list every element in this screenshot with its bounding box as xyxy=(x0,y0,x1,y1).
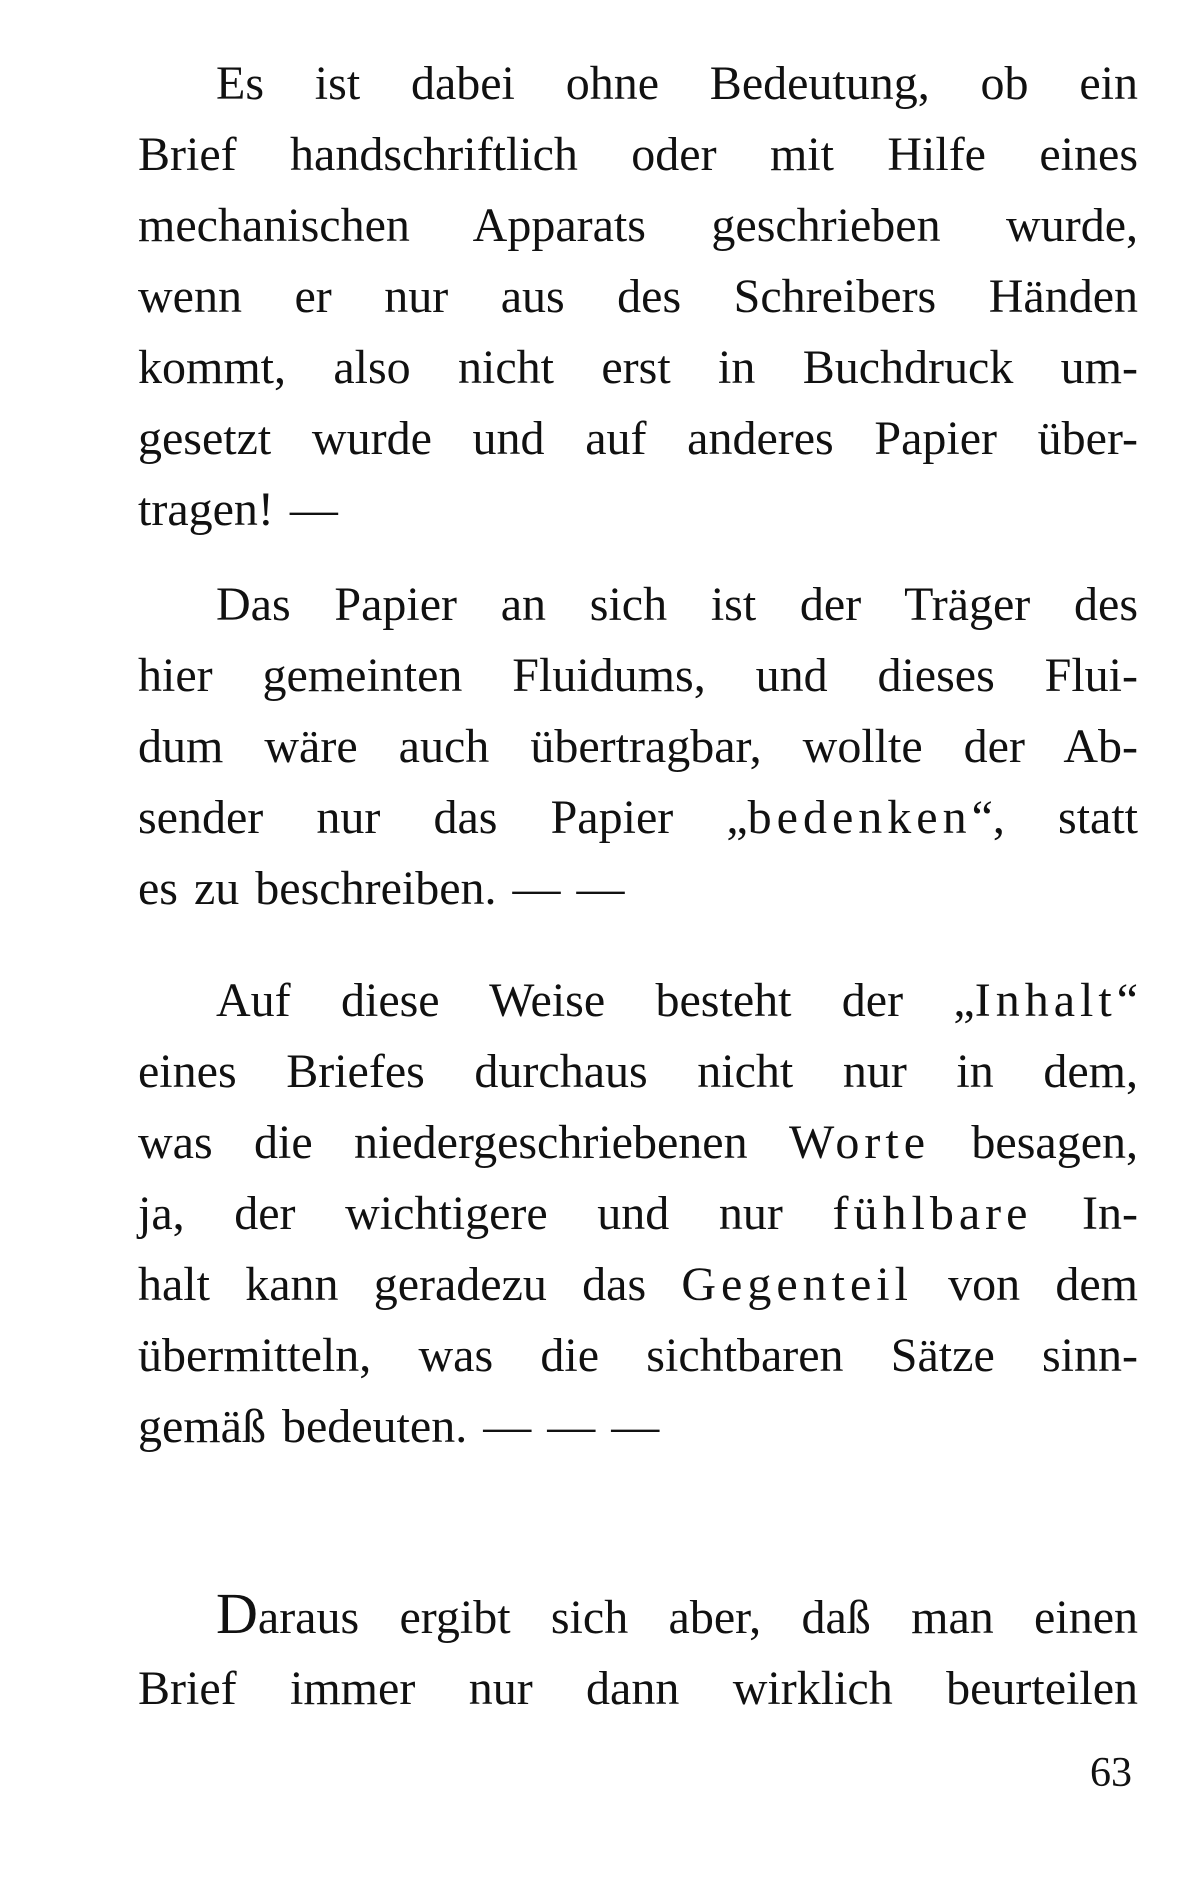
text-line: Es ist dabei ohne Bedeutung, ob ein xyxy=(216,57,1138,110)
text-line: dum wäre auch übertragbar, wollte der Ab- xyxy=(138,720,1138,773)
text-segment: sender nur das Papier „ xyxy=(138,791,748,844)
text-line: gesetzt wurde und auf anderes Papier über- xyxy=(138,412,1138,465)
drop-cap: D xyxy=(216,1581,258,1646)
text-line: gemäß bedeuten. — — — xyxy=(138,1400,660,1453)
text-line: mechanischen Apparats geschrieben wurde, xyxy=(138,199,1138,252)
text-line: kommt, also nicht erst in Buchdruck um- xyxy=(138,341,1138,394)
text-segment: Auf diese Weise besteht der „ xyxy=(216,974,975,1027)
paragraph-3 xyxy=(138,965,1138,1462)
text-line xyxy=(138,1107,1138,1178)
text-line: eines Briefes durchaus nicht nur in dem, xyxy=(138,1045,1138,1098)
text-segment: In- xyxy=(1032,1187,1139,1240)
text-segment: ja, der wichtigere und nur xyxy=(138,1187,833,1240)
text-line xyxy=(138,782,1138,853)
text-segment: “, statt xyxy=(971,791,1139,844)
text-line: es zu beschreiben. — — xyxy=(138,862,625,915)
text-segment: von dem xyxy=(912,1258,1139,1311)
text-line xyxy=(138,1578,1138,1653)
text-segment: araus ergibt sich aber, daß man einen xyxy=(257,1591,1138,1644)
emphasized-word: bedenken xyxy=(747,791,972,844)
text-line: tragen! — xyxy=(138,483,338,536)
emphasized-word: Worte xyxy=(788,1116,931,1169)
text-line: hier gemeinten Fluidums, und dieses Flui- xyxy=(138,649,1138,702)
emphasized-word: fühlbare xyxy=(832,1187,1033,1240)
text-line: Das Papier an sich ist der Träger des xyxy=(216,578,1138,631)
page-number: 63 xyxy=(1090,1750,1132,1796)
paragraph-4 xyxy=(138,1578,1138,1724)
text-segment: halt kann geradezu das xyxy=(138,1258,682,1311)
emphasized-word: Gegenteil xyxy=(681,1258,913,1311)
text-segment: besagen, xyxy=(930,1116,1138,1169)
text-line: Brief immer nur dann wirklich beurteilen xyxy=(138,1662,1138,1715)
paragraph-2 xyxy=(138,569,1138,924)
text-line: Brief handschriftlich oder mit Hilfe eines xyxy=(138,128,1138,181)
text-line xyxy=(138,1178,1138,1249)
text-line xyxy=(138,1249,1138,1320)
text-line xyxy=(138,965,1138,1036)
text-line: übermitteln, was die sichtbaren Sätze sinn- xyxy=(138,1329,1138,1382)
text-line: wenn er nur aus des Schreibers Händen xyxy=(138,270,1138,323)
paragraph-1 xyxy=(138,48,1138,545)
text-segment: was die niedergeschriebenen xyxy=(138,1116,789,1169)
text-segment: “ xyxy=(1116,974,1138,1027)
emphasized-word: Inhalt xyxy=(974,974,1117,1027)
